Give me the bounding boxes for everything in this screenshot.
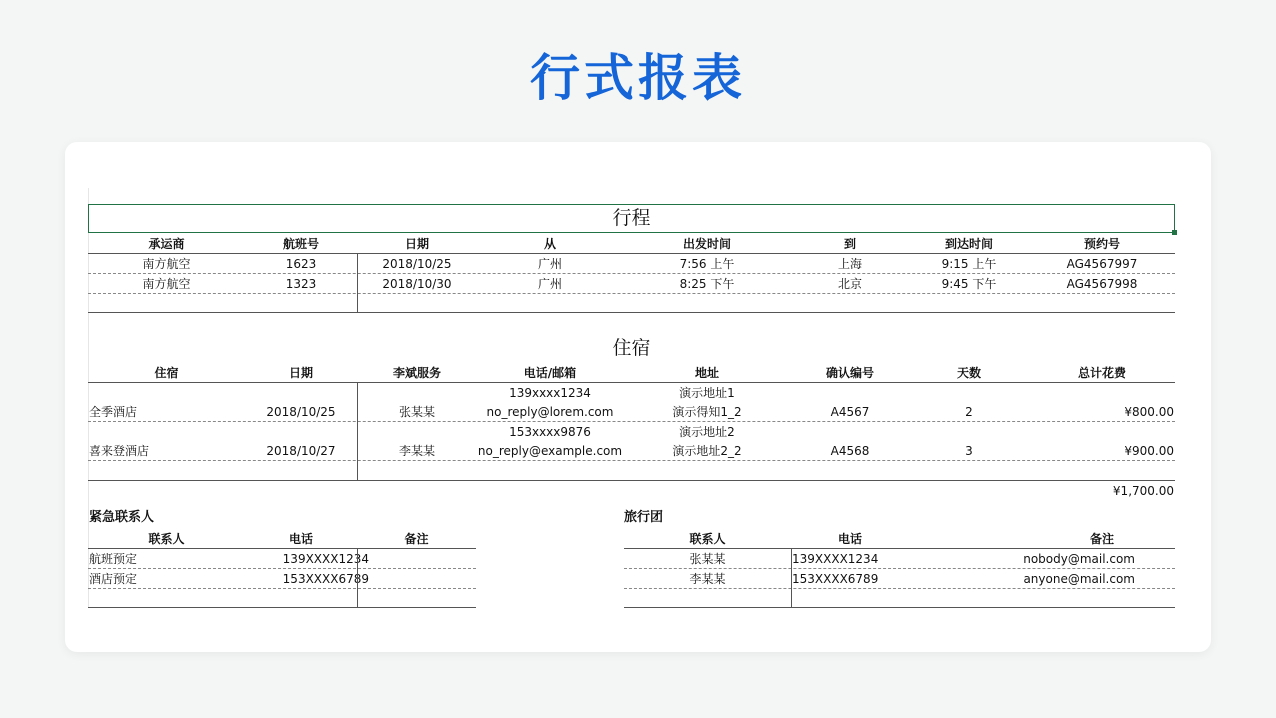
itinerary-header: 预约号 xyxy=(1083,237,1120,251)
lodging-header: 天数 xyxy=(956,366,981,380)
rule xyxy=(88,588,476,589)
table-cell: 2 xyxy=(965,405,973,419)
table-cell: no_reply@lorem.com xyxy=(486,405,614,419)
itinerary-header: 从 xyxy=(543,237,556,251)
column-divider xyxy=(357,254,358,313)
itinerary-header: 航班号 xyxy=(282,237,319,251)
table-cell: 139XXXX1234 xyxy=(282,552,369,566)
table-cell: 南方航空 xyxy=(142,277,191,291)
table-cell: 航班预定 xyxy=(89,552,138,566)
column-divider xyxy=(357,382,358,480)
table-cell: 南方航空 xyxy=(142,257,191,271)
rule xyxy=(88,607,476,608)
itinerary-header: 出发时间 xyxy=(682,237,731,251)
itinerary-header: 到达时间 xyxy=(944,237,993,251)
table-cell: 139XXXX1234 xyxy=(792,552,879,566)
tour-group-header: 备注 xyxy=(1089,532,1114,546)
table-cell: AG4567998 xyxy=(1066,277,1138,291)
lodging-header: 确认编号 xyxy=(825,366,874,380)
table-cell: 2018/10/27 xyxy=(266,444,336,458)
table-cell: 广州 xyxy=(537,257,562,271)
rule xyxy=(88,312,1175,313)
emergency-header: 联系人 xyxy=(148,532,185,546)
table-cell: 上海 xyxy=(837,257,862,271)
lodging-total: ¥1,700.00 xyxy=(1112,484,1174,498)
rule xyxy=(88,293,1175,294)
table-cell: A4567 xyxy=(830,405,870,419)
emergency-header: 备注 xyxy=(404,532,429,546)
table-cell: 演示得知1_2 xyxy=(672,405,742,419)
table-cell: 演示地址1 xyxy=(679,386,735,400)
table-cell: 139xxxx1234 xyxy=(509,386,591,400)
table-cell: 8:25 下午 xyxy=(679,277,735,291)
table-cell: no_reply@example.com xyxy=(477,444,623,458)
table-cell: 李某某 xyxy=(689,572,726,586)
table-cell: ¥800.00 xyxy=(1124,405,1174,419)
table-cell: 1623 xyxy=(285,257,317,271)
table-cell: 2018/10/30 xyxy=(382,277,452,291)
lodging-header: 日期 xyxy=(288,366,313,380)
itinerary-title: 行程 xyxy=(612,207,651,229)
itinerary-header: 承运商 xyxy=(148,237,185,251)
lodging-header: 地址 xyxy=(694,366,719,380)
table-cell: 张某某 xyxy=(398,405,435,419)
table-cell: 9:45 下午 xyxy=(941,277,997,291)
table-cell: 2018/10/25 xyxy=(266,405,336,419)
column-divider xyxy=(791,548,792,607)
table-cell: A4568 xyxy=(830,444,870,458)
lodging-header: 总计花费 xyxy=(1077,366,1126,380)
table-cell: 153XXXX6789 xyxy=(282,572,369,586)
table-cell: 北京 xyxy=(837,277,862,291)
tour-group-header: 电话 xyxy=(837,532,862,546)
rule xyxy=(88,460,1175,461)
table-cell: 演示地址2_2 xyxy=(672,444,742,458)
table-cell: nobody@mail.com xyxy=(1023,552,1135,566)
table-cell: 演示地址2 xyxy=(679,425,735,439)
column-divider xyxy=(357,548,358,607)
table-cell: 喜来登酒店 xyxy=(89,444,150,458)
lodging-header: 电话/邮箱 xyxy=(523,366,577,380)
rule xyxy=(624,607,1175,608)
itinerary-header: 日期 xyxy=(404,237,429,251)
rule xyxy=(88,480,1175,481)
table-cell: AG4567997 xyxy=(1066,257,1138,271)
table-cell: 7:56 上午 xyxy=(679,257,735,271)
table-cell: 张某某 xyxy=(689,552,726,566)
emergency-title: 紧急联系人 xyxy=(89,510,155,525)
table-cell: 1323 xyxy=(285,277,317,291)
table-cell: 酒店预定 xyxy=(89,572,138,586)
tour-group-title: 旅行团 xyxy=(624,510,664,525)
rule xyxy=(624,588,1175,589)
itinerary-header: 到 xyxy=(843,237,856,251)
table-cell: ¥900.00 xyxy=(1124,444,1174,458)
table-cell: 李某某 xyxy=(398,444,435,458)
page-title: 行式报表 xyxy=(530,49,746,107)
emergency-header: 电话 xyxy=(288,532,313,546)
tour-group-header: 联系人 xyxy=(689,532,726,546)
lodging-title: 住宿 xyxy=(612,337,651,359)
lodging-header: 李斌服务 xyxy=(392,366,441,380)
table-cell: 153XXXX6789 xyxy=(792,572,879,586)
table-cell: 全季酒店 xyxy=(89,405,138,419)
table-cell: 2018/10/25 xyxy=(382,257,452,271)
table-cell: 3 xyxy=(965,444,973,458)
lodging-header: 住宿 xyxy=(154,366,179,380)
table-cell: 广州 xyxy=(537,277,562,291)
table-cell: 153xxxx9876 xyxy=(509,425,591,439)
table-cell: 9:15 上午 xyxy=(941,257,997,271)
table-cell: anyone@mail.com xyxy=(1023,572,1135,586)
